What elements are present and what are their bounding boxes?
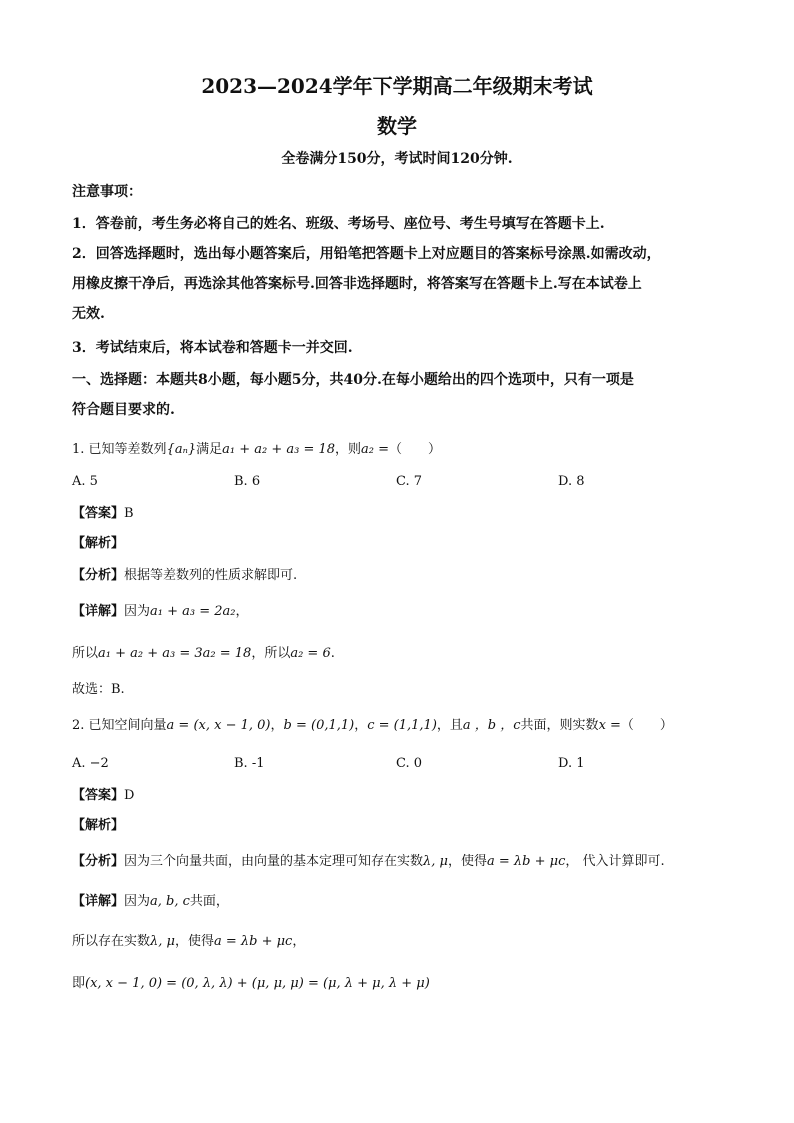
notes-item-2c: 无效.	[72, 306, 105, 322]
q1-xiangjie-tag: 【详解】	[72, 604, 125, 619]
q1-stem-mid: 满足	[196, 442, 223, 457]
q2-suoyi-mid: ，使得	[174, 934, 214, 949]
notes-item-2a: 2．回答选择题时，选出每小题答案后，用铅笔把答题卡上对应题目的答案标号涂黑.如需改动，	[72, 246, 661, 262]
q2-xiangjie	[72, 892, 732, 912]
q1-fenxi	[72, 566, 732, 586]
q1-suoyi	[72, 644, 732, 664]
q1-choice: 故选：B.	[72, 682, 125, 697]
notes-item-1: 1．答卷前，考生务必将自己的姓名、班级、考场号、座位号、考生号填写在答题卡上.	[72, 216, 605, 232]
notes-item-3: 3．考试结束后，将本试卷和答题卡一并交回.	[72, 340, 353, 356]
q2-sep2: ，	[354, 718, 368, 733]
subject-title: 数学	[377, 114, 417, 138]
exam-info: 全卷满分150分，考试时间120分钟.	[281, 151, 513, 167]
q1-stem-end: （ ）	[389, 442, 442, 457]
q1-stem-pre: 1. 已知等差数列	[72, 442, 167, 457]
q1-answer-value: B	[124, 506, 134, 521]
q1-fenxi-tag: 【分析】	[72, 568, 125, 583]
q2-option-d: D. 1	[558, 756, 585, 771]
q2-fenxi-end: ， 代入计算即可.	[565, 854, 665, 869]
question-2-stem	[72, 716, 732, 736]
q2-suoyi-eq: a = λb + μc	[213, 934, 293, 949]
q2-ji	[72, 974, 732, 994]
q2-abc: a ，b ，c	[462, 718, 521, 733]
q1-stem-then: ，则	[335, 442, 362, 457]
q2-stem-mid2: 共面，则实数	[520, 718, 599, 733]
q2-stem-mid: ，且	[436, 718, 463, 733]
q2-analysis-tag: 【解析】	[72, 818, 125, 833]
q1-xiangjie-pre: 因为	[124, 604, 151, 619]
q2-stem-pre: 2. 已知空间向量	[72, 718, 167, 733]
q1-suoyi-eq2: a₂ = 6	[290, 646, 331, 661]
q2-answer-value: D	[124, 788, 135, 803]
q1-suoyi-pre: 所以	[72, 646, 99, 661]
section-heading-line1: 一、选择题：本题共8小题，每小题5分，共40分.在每小题给出的四个选项中，只有一项是	[72, 372, 634, 388]
q1-suoyi-eq1: a₁ + a₂ + a₃ = 3a₂ = 18	[98, 646, 252, 661]
q2-vector-b: b = (0,1,1)	[283, 718, 355, 733]
q2-ji-pre: 即	[72, 976, 86, 991]
q1-xiangjie-eq: a₁ + a₃ = 2a₂	[150, 604, 236, 619]
q2-answer	[72, 786, 732, 806]
q1-seq: {aₙ}	[166, 442, 197, 457]
q2-fenxi	[72, 852, 732, 872]
q2-fenxi-tag: 【分析】	[72, 854, 125, 869]
exam-title: 2023—2024学年下学期高二年级期末考试	[201, 74, 593, 98]
q2-xiangjie-end: 共面，	[189, 894, 229, 909]
q2-ji-eq: (x, x − 1, 0) = (0, λ, λ) + (μ, μ, μ) = (μ, λ + μ, λ + μ)	[85, 976, 430, 991]
q2-option-c: C. 0	[396, 756, 423, 771]
q2-suoyi-pre: 所以存在实数	[72, 934, 151, 949]
q2-option-a: A. −2	[72, 756, 109, 771]
q2-fenxi-lam-mu: λ, μ	[423, 854, 448, 869]
q2-fenxi-mid: ，使得	[447, 854, 487, 869]
q2-option-b: B. -1	[234, 756, 265, 771]
notes-item-2b: 用橡皮擦干净后，再选涂其他答案标号.回答非选择题时，将答案写在答题卡上.写在本试卷上	[72, 276, 642, 292]
q2-suoyi-end: ，	[292, 934, 306, 949]
q2-fenxi-eq: a = λb + μc	[487, 854, 566, 869]
q2-xiangjie-abc: a, b, c	[150, 894, 190, 909]
q1-option-d: D. 8	[558, 474, 585, 489]
q1-condition: a₁ + a₂ + a₃ = 18	[222, 442, 336, 457]
q2-answer-tag: 【答案】	[72, 788, 125, 803]
q1-suoyi-mid: ，所以	[251, 646, 291, 661]
notes-heading: 注意事项：	[72, 184, 142, 200]
q1-fenxi-text: 根据等差数列的性质求解即可.	[124, 568, 298, 583]
q1-suoyi-end: .	[330, 646, 335, 661]
q2-vector-c: c = (1,1,1)	[367, 718, 437, 733]
q2-x-eq: x =	[598, 718, 621, 733]
q1-option-c: C. 7	[396, 474, 423, 489]
q2-suoyi-lm: λ, μ	[150, 934, 175, 949]
q1-option-b: B. 6	[234, 474, 261, 489]
q1-answer-tag: 【答案】	[72, 506, 125, 521]
q2-xiangjie-tag: 【详解】	[72, 894, 125, 909]
q2-vector-a: a = (x, x − 1, 0)	[166, 718, 271, 733]
section-heading-line2: 符合题目要求的.	[72, 402, 175, 418]
q2-xiangjie-pre: 因为	[124, 894, 151, 909]
q2-sep1: ，	[270, 718, 284, 733]
q2-fenxi-pre: 因为三个向量共面，由向量的基本定理可知存在实数	[124, 854, 424, 869]
q1-xiangjie-end: ，	[235, 604, 249, 619]
q2-stem-end: （ ）	[620, 718, 673, 733]
q1-xiangjie	[72, 602, 732, 622]
q1-analysis-tag: 【解析】	[72, 536, 125, 551]
q1-target: a₂ =	[361, 442, 390, 457]
question-1-stem	[72, 440, 732, 460]
q1-option-a: A. 5	[72, 474, 98, 489]
q2-suoyi	[72, 932, 732, 952]
q1-answer	[72, 504, 732, 524]
